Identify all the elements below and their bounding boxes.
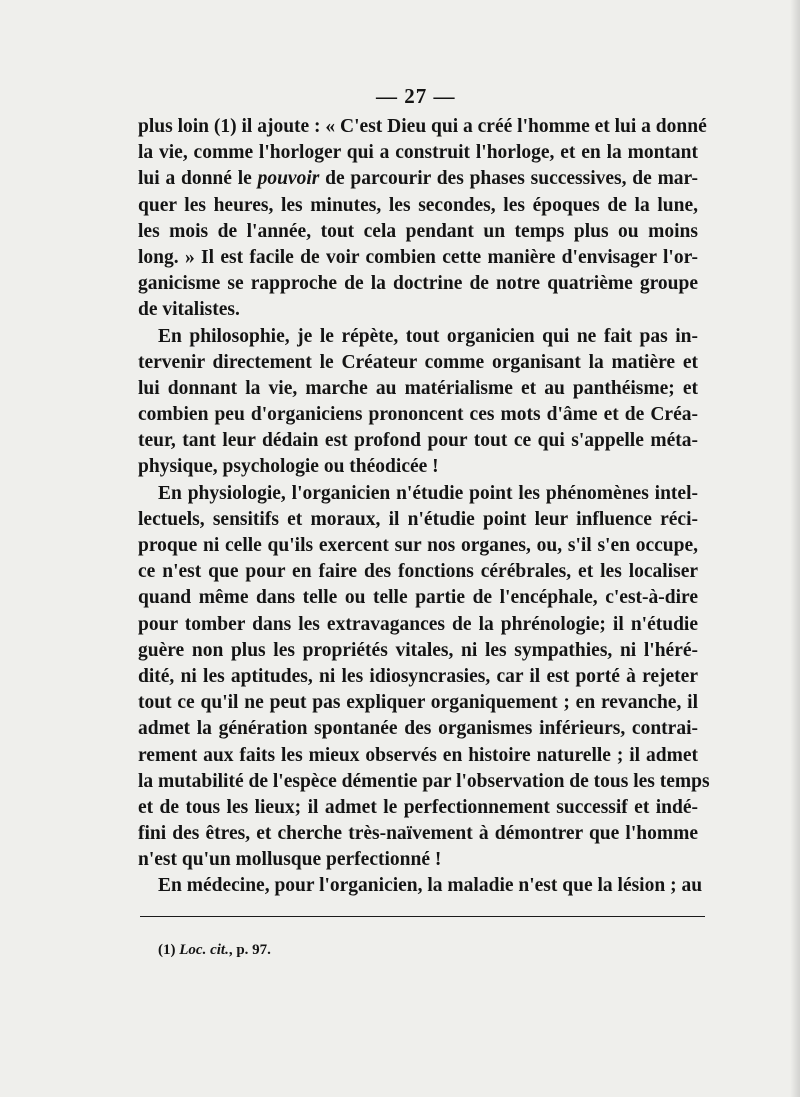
- text-line: combien peu d'organiciens prononcent ces mots d'âme et de Créa-: [138, 404, 698, 426]
- text-line: quer les heures, les minutes, les secondes, les époques de la lune,: [138, 194, 698, 216]
- page-number: — 27 —: [376, 84, 456, 108]
- text-line: guère non plus les propriétés vitales, ni les sympathies, ni l'héré-: [138, 639, 698, 661]
- text-line: lectuels, sensitifs et moraux, il n'étudie point leur influence réci-: [138, 508, 698, 530]
- text-line: En médecine, pour l'organicien, la maladie n'est que la lésion ; au: [158, 875, 703, 897]
- text-fragment: lui a donné le: [138, 168, 258, 190]
- text-line: ce n'est que pour en faire des fonctions cérébrales, et les localiser: [138, 561, 698, 583]
- footnote-divider: [140, 916, 705, 917]
- text-line: long. » Il est facile de voir combien cette manière d'envisager l'or-: [138, 246, 698, 268]
- text-line: teur, tant leur dédain est profond pour tout ce qui s'appelle méta-: [138, 430, 698, 452]
- text-line: la vie, comme l'horloger qui a construit l'horloge, et en la montant: [138, 142, 698, 164]
- text-line: les mois de l'année, tout cela pendant un temps plus ou moins: [138, 220, 698, 242]
- body-text: [138, 114, 710, 900]
- text-line: physique, psychologie ou théodicée !: [138, 456, 439, 478]
- text-line: n'est qu'un mollusque perfectionné !: [138, 849, 442, 871]
- text-line: fini des êtres, et cherche très-naïvement à démontrer que l'homme: [138, 823, 698, 845]
- text-line: En physiologie, l'organicien n'étudie point les phénomènes intel-: [158, 482, 698, 504]
- text-line: plus loin (1) il ajoute : « C'est Dieu qui a créé l'homme et lui a donné: [138, 116, 707, 137]
- text-line: ganicisme se rapproche de la doctrine de notre quatrième groupe: [138, 273, 698, 295]
- footnote-marker: (1): [158, 942, 180, 958]
- italic-word: pouvoir: [257, 168, 320, 190]
- text-line: dité, ni les aptitudes, ni les idiosyncrasies, car il est porté à rejeter: [138, 665, 698, 687]
- text-line: lui donnant la vie, marche au matérialisme et au panthéisme; et: [138, 377, 698, 399]
- text-line: proque ni celle qu'ils exercent sur nos organes, ou, s'il s'en occupe,: [138, 535, 698, 556]
- text-line: [138, 166, 698, 192]
- footnote-source: Loc. cit.: [179, 942, 229, 958]
- text-line: et de tous les lieux; il admet le perfectionnement successif et indé-: [138, 796, 698, 818]
- footnote: [158, 942, 271, 959]
- text-line: la mutabilité de l'espèce démentie par l'observation de tous les temps: [138, 770, 710, 792]
- text-line: quand même dans telle ou telle partie de l'encéphale, c'est-à-dire: [138, 587, 698, 609]
- text-line: de vitalistes.: [138, 299, 240, 321]
- text-line: tervenir directement le Créateur comme organisant la matière et: [138, 351, 698, 373]
- text-line: rement aux faits les mieux observés en histoire naturelle ; il admet: [138, 744, 698, 766]
- text-line: tout ce qu'il ne peut pas expliquer organiquement ; en revanche, il: [138, 692, 698, 714]
- text-line: En philosophie, je le répète, tout organicien qui ne fait pas in-: [158, 325, 698, 347]
- text-line: admet la génération spontanée des organismes inférieurs, contrai-: [138, 718, 698, 740]
- footnote-page-ref: , p. 97.: [228, 942, 271, 958]
- text-fragment: de parcourir des phases successives, de mar-: [319, 168, 698, 190]
- text-line: pour tomber dans les extravagances de la phrénologie; il n'étudie: [138, 613, 698, 635]
